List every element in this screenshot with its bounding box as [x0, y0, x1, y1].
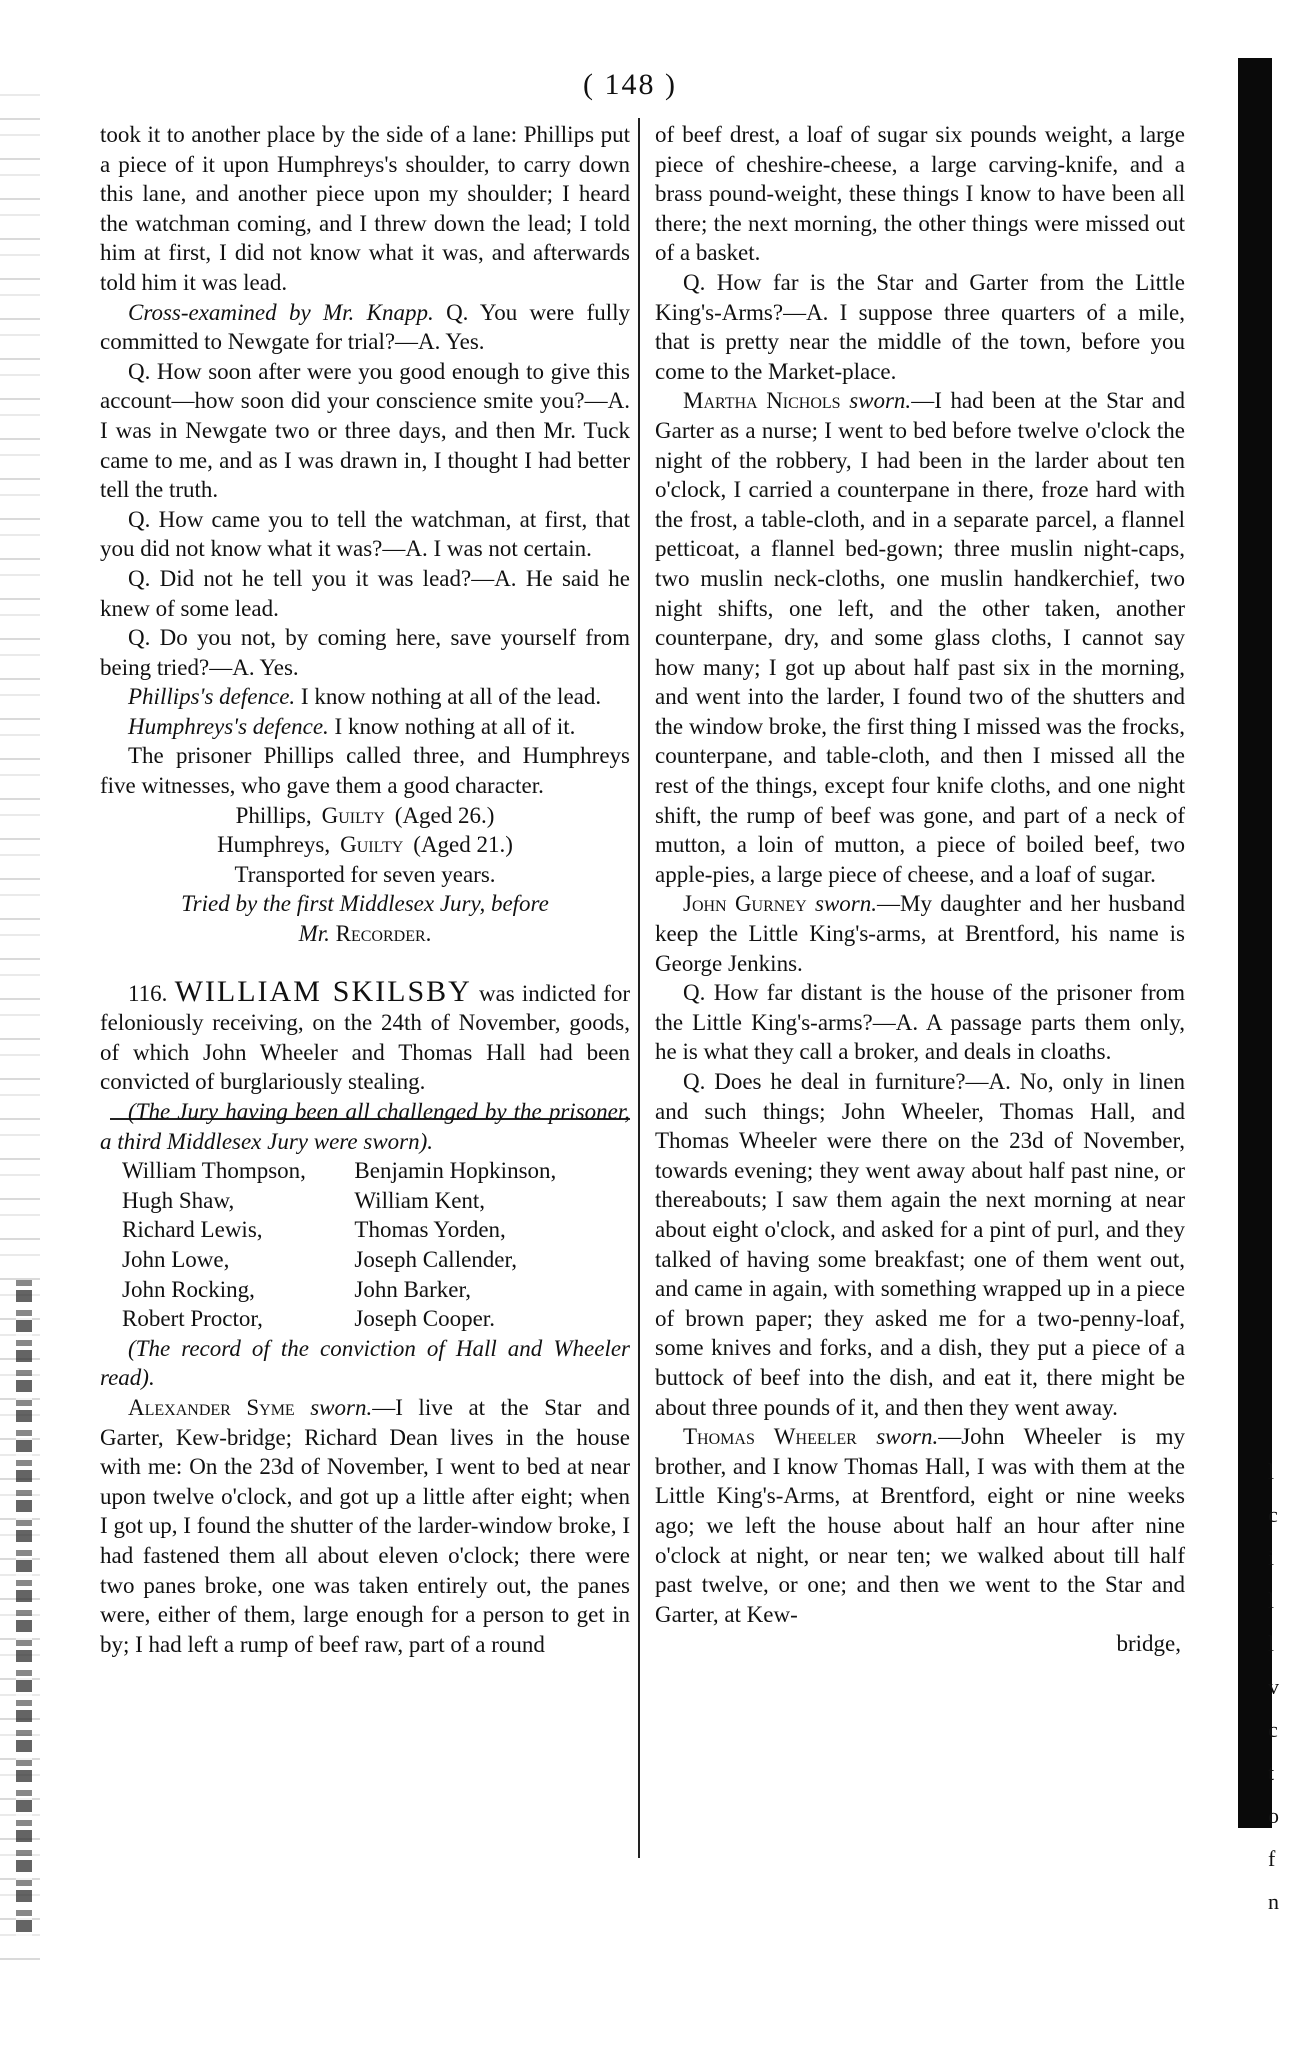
juror: William Kent,	[354, 1187, 486, 1213]
juror: Richard Lewis,	[122, 1217, 263, 1243]
sworn-label: sworn.	[815, 891, 878, 917]
column-divider	[638, 118, 640, 1858]
testimony-text: —My daughter and her husband keep the Little King's-arms, at Brentford, his name is George Jenkins.	[655, 891, 1186, 976]
paragraph: Q. How far distant is the house of the prisoner from the Little King's-arms?—A. A passage parts them only, he is what they call a broker, and deals in cloaths.	[655, 980, 1185, 1065]
jury-note: Tried by the first Middlesex Jury, before	[181, 891, 549, 917]
margin-letter: i	[1268, 1545, 1275, 1570]
jury-note	[100, 919, 630, 949]
paragraph: Q. Did not he tell you it was lead?—A. He said he knew of some lead.	[100, 565, 630, 621]
catchword: bridge,	[1116, 1631, 1181, 1657]
margin-letter: l	[1268, 1631, 1275, 1656]
margin-fragment	[1268, 1450, 1307, 1923]
juror-row	[100, 1186, 630, 1216]
testimony	[100, 1393, 630, 1659]
juror: Joseph Cooper.	[354, 1306, 495, 1332]
defence-label: Phillips's defence.	[128, 684, 296, 710]
juror: John Rocking,	[122, 1276, 255, 1302]
juror-row	[100, 1156, 630, 1186]
paragraph	[100, 298, 630, 357]
age: (Aged 21.)	[413, 832, 513, 858]
paragraph: Q. How soon after were you good enough to give this account—how soon did your conscience smite you?—A. I was in Newgate two or three days, and then Mr. Tuck came to me, and as I was drawn in, I thought I had better tell the truth.	[100, 358, 630, 503]
witness-name: Alexander Syme	[128, 1394, 295, 1420]
record-note: (The record of the conviction of Hall and Wheeler read).	[100, 1335, 630, 1391]
margin-letter: l	[1268, 1588, 1275, 1613]
jury-note-text: Mr.	[298, 921, 336, 947]
paragraph: Q. Does he deal in furniture?—A. No, only in linen and such things; John Wheeler, Thomas Hall, and Thomas Wheeler were there on the 23d of November, towards evening; they went away about half past nine, or thereabouts; I saw them again the next morning at near about eight o'clock, and asked for a pint of purl, and they talked of having some breakfast; one of them went out, and came in again, with something wrapped up in a piece of brown paper; they asked me for a two-penny-loaf, some knives and forks, and a dish, they put a piece of a buttock of beef into the dish, and eat it, there might be about three pounds of it, and then they went away.	[655, 1069, 1185, 1420]
verdict-line	[100, 830, 630, 860]
testimony	[655, 889, 1185, 978]
cross-exam-label: Cross-examined by Mr. Knapp.	[128, 299, 434, 325]
juror: Thomas Yorden,	[354, 1217, 506, 1243]
paragraph-text: I know nothing at all of it.	[328, 713, 576, 739]
testimony-text: —I live at the Star and Garter, Kew-bridge; Richard Dean lives in the house with me: On the 23d of November, I went to bed at near upon twelve o'clock, and got up a little after eight; when I got up, I found the shutter of the larder-window broke, I had fastened them all about eleven o'clock; there were two panes broke, one was taken entirely out, the panes were, either of them, large enough for a person to get in by; I had left a rump of beef raw, part of a round	[100, 1394, 630, 1657]
age: (Aged 26.)	[394, 802, 495, 828]
margin-letter: t	[1268, 1760, 1275, 1785]
juror: Robert Proctor,	[122, 1306, 263, 1332]
paragraph: of beef drest, a loaf of sugar six pounds weight, a large piece of cheshire-cheese, a large carving-knife, and a brass pound-weight, these things I know to have been all there; the next morning, the other things were missed out of a basket.	[655, 122, 1185, 266]
juror: John Barker,	[354, 1276, 471, 1302]
paragraph-text: I know nothing at all of the lead.	[295, 684, 602, 710]
case-heading	[100, 974, 630, 1097]
paragraph-text: Q. You were fully committed to Newgate for trial?—A. Yes.	[100, 299, 630, 355]
verdict: Guilty	[340, 832, 404, 858]
margin-letter: c	[1268, 1717, 1278, 1742]
paragraph	[100, 712, 630, 742]
paragraph: Q. Do you not, by coming here, save yourself from being tried?—A. Yes.	[100, 625, 630, 680]
juror-list	[100, 1156, 630, 1334]
testimony-text: —I had been at the Star and Garter as a nurse; I went to bed before twelve o'clock the night of the robbery, I had been in the larder about ten o'clock, I carried a counterpane in there, froze hard with the frost, a table-cloth, and in a separate parcel, a flannel petticoat, a flannel bed-gown; three muslin night-caps, two muslin neck-cloths, one muslin handkerchief, two night shifts, one left, and the other taken, another counterpane, dry, and some glass cloths, I cannot say how many; I got up about half past six in the morning, and went into the larder, I found two of the shutters and the window broke, the first thing I missed was the frocks, counterpane, and table-cloth, and then I missed all the rest of the things, except four knife cloths, and one night shift, the rump of beef was gone, and part of a neck of mutton, a loin of mutton, a piece of boiled beef, two apple-pies, a large piece of cheese, and a loaf of sugar.	[655, 388, 1185, 887]
juror: John Lowe,	[122, 1246, 230, 1272]
sentence: Transported for seven years.	[234, 861, 496, 887]
margin-letter: c	[1268, 1502, 1278, 1527]
margin-letter: f	[1268, 1846, 1276, 1871]
verdict: Guilty	[321, 802, 385, 828]
juror-row	[100, 1275, 630, 1305]
recorder: Recorder.	[335, 921, 432, 947]
page-number: ( 148 )	[583, 68, 677, 101]
juror: William Thompson,	[122, 1158, 306, 1184]
witness-name: Thomas Wheeler	[683, 1424, 857, 1450]
sworn-label: sworn.	[876, 1424, 939, 1450]
scan-edge-noise-dark	[16, 1280, 32, 1940]
juror: Benjamin Hopkinson,	[354, 1158, 557, 1184]
defendant-name: Humphreys,	[217, 832, 331, 858]
paragraph: Q. How far is the Star and Garter from the Little King's-Arms?—A. I suppose three quarters of a mile, that is pretty near the middle of the town, before you come to the Market-place.	[655, 269, 1185, 384]
left-column	[100, 120, 630, 1659]
juror-row	[100, 1215, 630, 1245]
defendant-name: WILLIAM SKILSBY	[174, 974, 472, 1008]
juror: Hugh Shaw,	[122, 1187, 235, 1213]
jury-note: (The Jury having been all challenged by the prisoner, a third Middlesex Jury were sworn).	[100, 1099, 630, 1154]
margin-letter: v	[1268, 1674, 1279, 1699]
defendant-name: Phillips,	[235, 802, 312, 828]
juror-row	[100, 1245, 630, 1275]
indictment: was indicted for feloniously receiving, on the 24th of November, goods, of which John Wheeler and Thomas Hall had been convicted of burglariously stealing.	[100, 980, 630, 1095]
juror: Joseph Callender,	[354, 1246, 517, 1272]
testimony-text: —John Wheeler is my brother, and I know Thomas Hall, I was with them at the Little King's-Arms, at Brentford, eight or nine weeks ago; we left the house about half an hour after nine o'clock at night, or near ten; we walked about till half past twelve, or one; and then we went to the Star and Garter, at Kew-	[655, 1424, 1186, 1627]
margin-letter: n	[1268, 1889, 1279, 1914]
paragraph: Q. How came you to tell the watchman, at first, that you did not know what it was?—A. I was not certain.	[100, 506, 630, 562]
witness-name: John Gurney	[683, 891, 807, 917]
right-column	[655, 120, 1185, 1659]
verdict-line	[100, 801, 630, 831]
defence-label: Humphreys's defence.	[128, 713, 329, 739]
case-number: 116.	[128, 980, 168, 1006]
margin-letter: o	[1268, 1803, 1279, 1828]
testimony	[655, 386, 1185, 889]
testimony	[655, 1422, 1185, 1629]
scan-edge-shadow	[1238, 58, 1272, 1828]
juror-row	[100, 1304, 630, 1334]
paragraph	[100, 682, 630, 712]
sworn-label: sworn.	[310, 1394, 373, 1420]
paragraph: The prisoner Phillips called three, and Humphreys five witnesses, who gave them a good character.	[100, 743, 630, 799]
paragraph: took it to another place by the side of a lane: Phillips put a piece of it upon Humphreys's shoulder, to carry down this lane, and another piece upon my shoulder; I heard the watchman coming, and I threw down the lead; I told him at first, I did not know what it was, and afterwards told him it was lead.	[100, 122, 630, 295]
witness-name: Martha Nichols	[683, 388, 841, 414]
margin-letter: l	[1268, 1459, 1275, 1484]
sworn-label: sworn.	[849, 388, 912, 414]
